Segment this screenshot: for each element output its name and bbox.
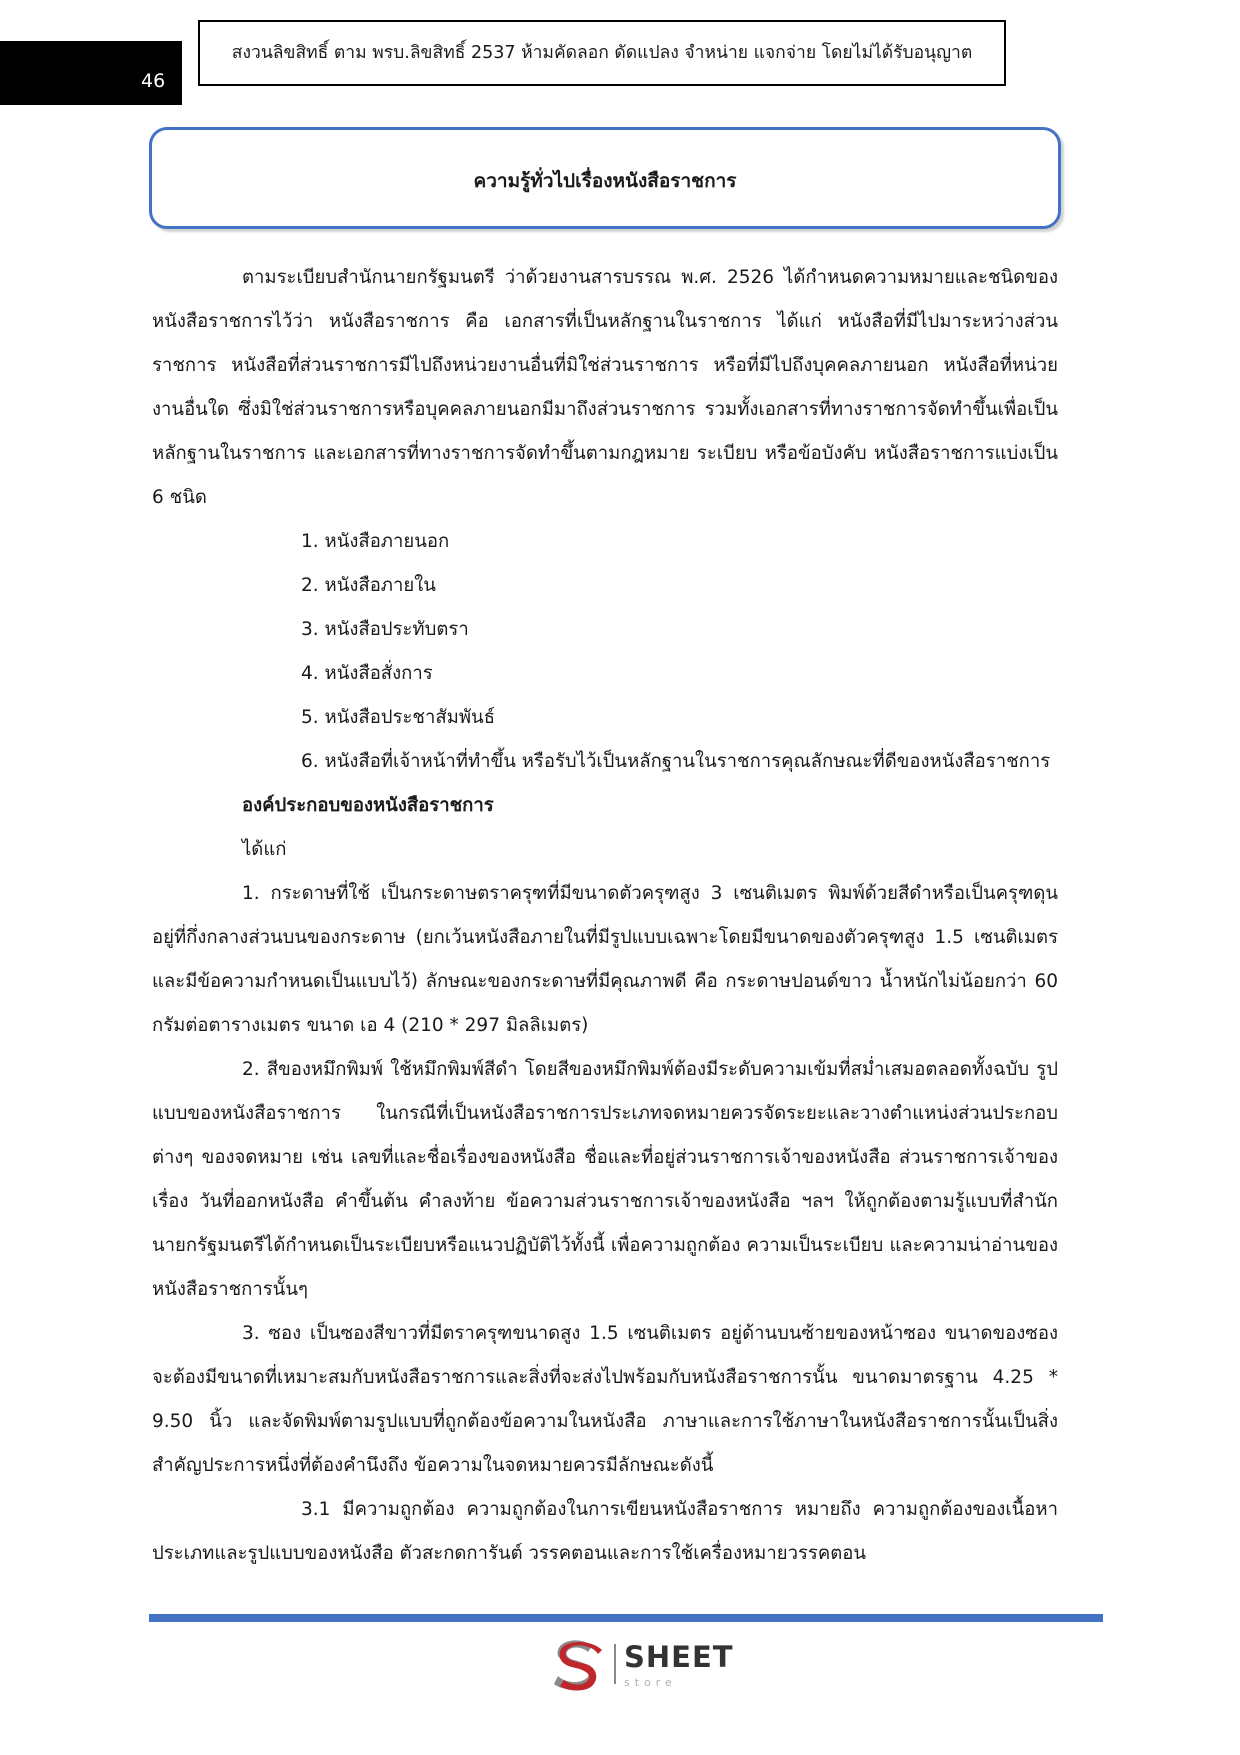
type-item-1: 1. หนังสือภายนอก xyxy=(301,531,450,552)
type-item-5: 5. หนังสือประชาสัมพันธ์ xyxy=(301,707,495,728)
sheet-store-logo-icon xyxy=(548,1636,604,1694)
title-box xyxy=(149,127,1061,229)
footer-rule xyxy=(149,1614,1103,1622)
component-1-paragraph: 1. กระดาษที่ใช้ เป็นกระดาษตราครุฑที่มีขนาดตัวครุฑสูง 3 เซนติเมตร พิมพ์ด้วยสีดำหรือเป็นครุฑดุน อยู่ที่กึ่งกลางส่วนบนของกระดาษ (ยกเว้นหนังสือภายในที่มีรูปแบบเฉพาะโดยมีขนาดของตัวครุฑสูง 1.5 เซนติเมตร และมีข้อความกำหนดเป็นแบบไว้) ลักษณะของกระดาษที่มีคุณภาพดี คือ กระดาษปอนด์ขาว น้ำหนักไม่น้อยกว่า 60 กรัมต่อตารางเมตร ขนาด เอ 4 (210 * 297 มิลลิเมตร) xyxy=(152,883,1058,1036)
page-title: ความรู้ทั่วไปเรื่องหนังสือราชการ xyxy=(473,170,737,192)
copyright-notice: สงวนลิขสิทธิ์ ตาม พรบ.ลิขสิทธิ์ 2537 ห้ามคัดลอก ดัดแปลง จำหน่าย แจกจ่าย โดยไม่ได้รับอนุญาต xyxy=(198,20,1006,86)
component-3-1-paragraph: 3.1 มีความถูกต้อง ความถูกต้องในการเขียนหนังสือราชการ หมายถึง ความถูกต้องของเนื้อหา ประเภทและรูปแบบของหนังสือ ตัวสะกดการันต์ วรรคตอนและการใช้เครื่องหมายวรรคตอน xyxy=(152,1499,1058,1564)
logo-sub-text: store xyxy=(624,1676,677,1689)
components-heading: องค์ประกอบของหนังสือราชการ xyxy=(242,795,494,816)
component-2-paragraph: 2. สีของหมึกพิมพ์ ใช้หมึกพิมพ์สีดำ โดยสีของหมึกพิมพ์ต้องมีระดับความเข้มที่สม่ำเสมอตลอดทั้งฉบับ รูปแบบของหนังสือราชการ ในกรณีที่เป็นหนังสือราชการประเภทจดหมายควรจัดระยะและวางตำแหน่งส่วนประกอบต่างๆ ของจดหมาย เช่น เลขที่และชื่อเรื่องของหนังสือ ชื่อและที่อยู่ส่วนราชการเจ้าของหนังสือ ส่วนราชการเจ้าของเรื่อง วันที่ออกหนังสือ คำขึ้นต้น คำลงท้าย ข้อความส่วนราชการเจ้าของหนังสือ ฯลฯ ให้ถูกต้องตามรู้แบบที่สำนักนายกรัฐมนตรีได้กำหนดเป็นระเบียบหรือแนวปฏิบัติไว้ทั้งนี้ เพื่อความถูกต้อง ความเป็นระเบียบ และความน่าอ่านของหนังสือราชการนั้นๆ xyxy=(152,1059,1058,1300)
logo-divider xyxy=(614,1644,616,1684)
page-number-box xyxy=(0,41,182,105)
type-item-6: 6. หนังสือที่เจ้าหน้าที่ทำขึ้น หรือรับไว้เป็นหลักฐานในราชการคุณลักษณะที่ดีของหนังสือราชการ xyxy=(301,751,1051,772)
sheet-store-logo xyxy=(548,1636,734,1696)
type-item-2: 2. หนังสือภายใน xyxy=(301,575,436,596)
page-number: 46 xyxy=(141,70,166,92)
type-item-3: 3. หนังสือประทับตรา xyxy=(301,619,469,640)
logo-brand-text: SHEET xyxy=(624,1640,734,1674)
intro-paragraph: ตามระเบียบสำนักนายกรัฐมนตรี ว่าด้วยงานสารบรรณ พ.ศ. 2526 ได้กำหนดความหมายและชนิดของหนังสือราชการไว้ว่า หนังสือราชการ คือ เอกสารที่เป็นหลักฐานในราชการ ได้แก่ หนังสือที่มีไปมาระหว่างส่วนราชการ หนังสือที่ส่วนราชการมีไปถึงหน่วยงานอื่นที่มิใช่ส่วนราชการ หรือที่มีไปถึงบุคคลภายนอก หนังสือที่หน่วยงานอื่นใด ซึ่งมิใช่ส่วนราชการหรือบุคคลภายนอกมีมาถึงส่วนราชการ รวมทั้งเอกสารที่ทางราชการจัดทำขึ้นเพื่อเป็นหลักฐานในราชการ และเอกสารที่ทางราชการจัดทำขึ้นตามกฎหมาย ระเบียบ หรือข้อบังคับ หนังสือราชการแบ่งเป็น 6 ชนิด xyxy=(152,267,1058,508)
type-item-4: 4. หนังสือสั่งการ xyxy=(301,663,433,684)
components-label: ได้แก่ xyxy=(242,839,287,860)
document-body xyxy=(152,256,1058,1576)
component-3-paragraph: 3. ซอง เป็นซองสีขาวที่มีตราครุฑขนาดสูง 1.5 เซนติเมตร อยู่ด้านบนซ้ายของหน้าซอง ขนาดของซองจะต้องมีขนาดที่เหมาะสมกับหนังสือราชการและสิ่งที่จะส่งไปพร้อมกับหนังสือราชการนั้น ขนาดมาตรฐาน 4.25 * 9.50 นิ้ว และจัดพิมพ์ตามรูปแบบที่ถูกต้องข้อความในหนังสือ ภาษาและการใช้ภาษาในหนังสือราชการนั้นเป็นสิ่งสำคัญประการหนึ่งที่ต้องคำนึงถึง ข้อความในจดหมายควรมีลักษณะดังนี้ xyxy=(152,1323,1058,1476)
